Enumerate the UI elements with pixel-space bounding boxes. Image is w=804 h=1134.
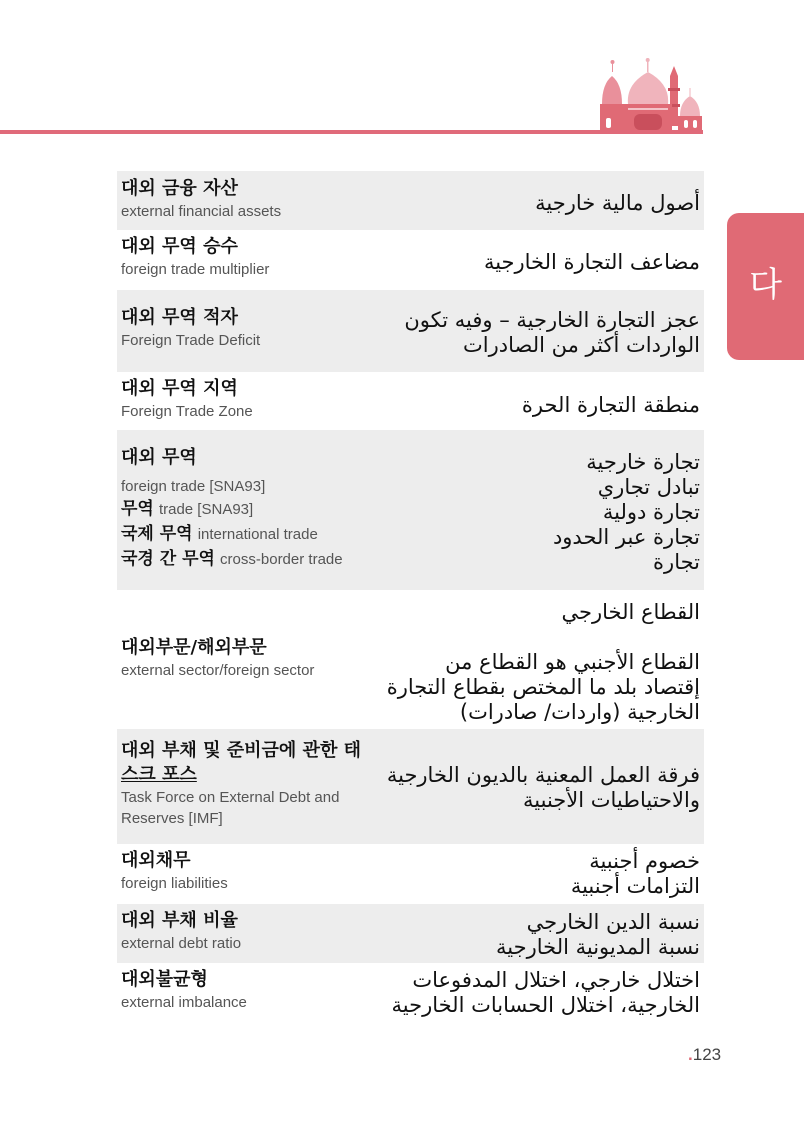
korean-term: 대외 부채 및 준비금에 관한 태: [121, 740, 361, 761]
glossary-entry: [117, 729, 704, 844]
page-number-dot: .: [688, 1045, 693, 1064]
arabic-term: مضاعف التجارة الخارجية: [483, 250, 700, 274]
synonym-korean: 국경 간 무역: [121, 549, 215, 569]
page-number: [688, 1045, 721, 1065]
english-term: Task Force on External Debt and: [121, 789, 340, 806]
arabic-term: الخارجية (واردات/ صادرات): [459, 700, 700, 724]
index-tab[interactable]: [727, 213, 804, 360]
mosque-illustration: [598, 58, 704, 134]
english-term: external financial assets: [121, 203, 282, 220]
glossary-entry: [117, 171, 704, 230]
glossary-entry: [117, 430, 704, 590]
glossary-entry: [117, 963, 704, 1025]
korean-term: 대외 무역 승수: [121, 236, 238, 257]
arabic-term: الواردات أكثر من الصادرات: [463, 333, 700, 357]
arabic-term: تجارة: [653, 550, 700, 574]
arabic-term: عجز التجارة الخارجية – وفيه تكون: [404, 308, 700, 332]
glossary-entry: [117, 844, 704, 904]
korean-term: 대외부문/해외부문: [121, 637, 267, 658]
glossary-list: [117, 171, 704, 1025]
arabic-term: تجارة عبر الحدود: [552, 525, 700, 549]
arabic-term: القطاع الأجنبي هو القطاع من: [445, 650, 700, 674]
index-tab-label: 다: [749, 265, 782, 305]
arabic-term: والاحتياطيات الأجنبية: [523, 788, 700, 812]
arabic-term-heading: القطاع الخارجي: [561, 600, 700, 624]
arabic-term: الخارجية، اختلال الحسابات الخارجية: [391, 993, 700, 1017]
page-number-value: 123: [692, 1045, 722, 1064]
arabic-term: التزامات أجنبية: [570, 874, 700, 898]
arabic-term: تجارة خارجية: [586, 450, 700, 474]
arabic-term: نسبة المديونية الخارجية: [496, 935, 700, 959]
english-term: external imbalance: [121, 994, 247, 1011]
english-term: external sector/foreign sector: [121, 662, 315, 679]
arabic-term: إقتصاد بلد ما المختص بقطاع التجارة: [386, 675, 700, 699]
arabic-term: خصوم أجنبية: [589, 849, 700, 873]
english-term-continued: Reserves [IMF]: [121, 810, 223, 827]
arabic-term: نسبة الدين الخارجي: [526, 910, 700, 934]
english-term: foreign trade [SNA93]: [121, 478, 266, 495]
english-term: external debt ratio: [121, 935, 242, 952]
synonym-english: trade [SNA93]: [158, 501, 254, 518]
synonym-english: international trade: [197, 526, 318, 543]
english-term: foreign liabilities: [121, 875, 228, 892]
english-term: Foreign Trade Deficit: [121, 332, 261, 349]
synonym-row: [121, 522, 401, 547]
synonym-row: [121, 497, 401, 522]
korean-term-continued: 스크 포스: [121, 764, 197, 785]
arabic-term: اختلال خارجي، اختلال المدفوعات: [412, 968, 700, 992]
english-term: Foreign Trade Zone: [121, 403, 253, 420]
korean-term: 대외 부채 비율: [121, 910, 238, 931]
synonym-korean: 국제 무역: [121, 524, 193, 544]
glossary-entry: [117, 230, 704, 290]
arabic-term: تبادل تجاري: [597, 475, 700, 499]
header-rule: [0, 130, 703, 134]
glossary-entry: [117, 590, 704, 729]
korean-term: 대외 무역 적자: [121, 307, 238, 328]
arabic-term: فرقة العمل المعنية بالديون الخارجية: [386, 763, 700, 787]
glossary-entry: [117, 904, 704, 963]
korean-term: 대외 무역: [121, 447, 197, 468]
glossary-entry: [117, 372, 704, 430]
synonym-row: [121, 547, 401, 572]
synonym-korean: 무역: [121, 499, 154, 519]
arabic-term: أصول مالية خارجية: [535, 191, 700, 215]
arabic-term: تجارة دولية: [602, 500, 700, 524]
arabic-term: منطقة التجارة الحرة: [521, 393, 700, 417]
korean-term: 대외 금융 자산: [121, 178, 238, 199]
synonym-english: cross-border trade: [220, 551, 343, 568]
korean-term: 대외채무: [121, 850, 191, 871]
korean-term: 대외 무역 지역: [121, 378, 238, 399]
glossary-entry: [117, 290, 704, 372]
korean-term: 대외불균형: [121, 969, 208, 990]
english-term: foreign trade multiplier: [121, 261, 270, 278]
